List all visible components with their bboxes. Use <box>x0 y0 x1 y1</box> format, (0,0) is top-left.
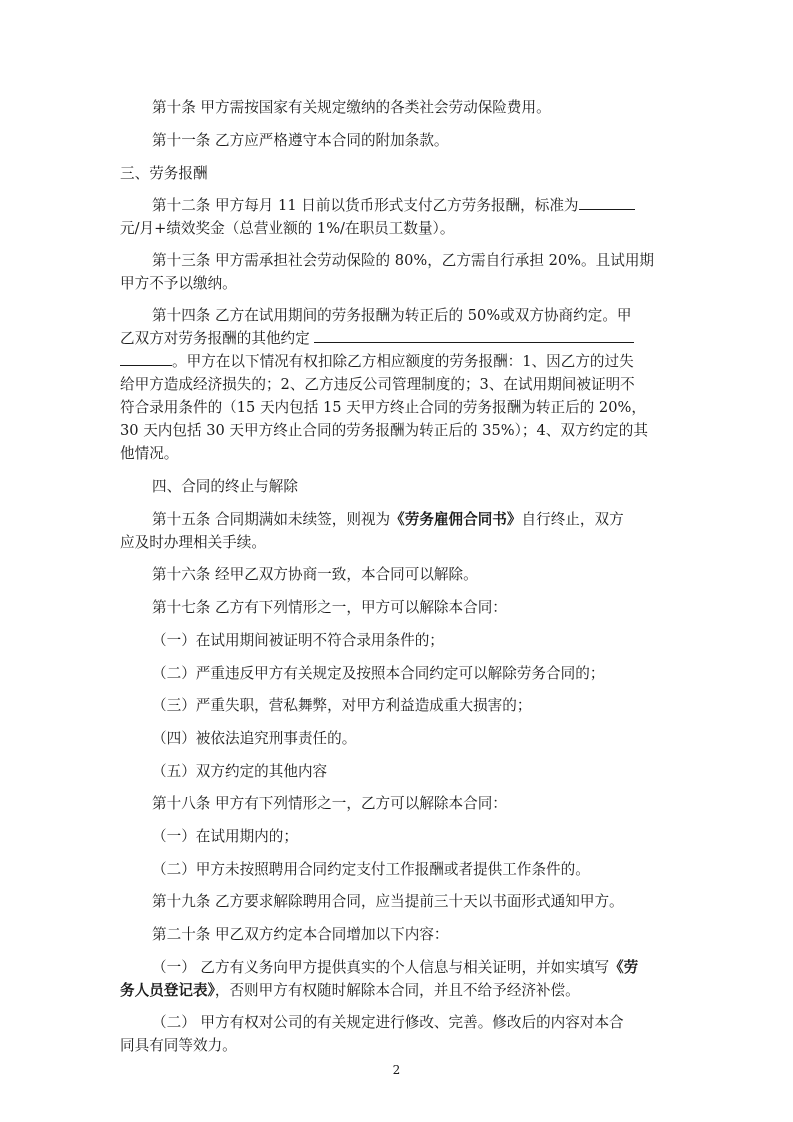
article-13-line-1: 第十三条 甲方需承担社会劳动保险的 80%，乙方需自行承担 20%。且试用期 <box>152 252 655 269</box>
article-14-line-2: 乙双方对劳务报酬的其他约定 <box>120 327 676 350</box>
blank-underline <box>579 195 635 210</box>
article-11: 第十一条 乙方应严格遵守本合同的附加条款。 <box>152 132 449 149</box>
article-18-item-2: （二）甲方未按照聘用合同约定支付工作报酬或者提供工作条件的。 <box>152 861 590 878</box>
article-12-line-1: 第十二条 甲方每月 11 日前以货币形式支付乙方劳务报酬，标准为 <box>152 194 676 217</box>
article-16: 第十六条 经甲乙双方协商一致，本合同可以解除。 <box>152 566 478 583</box>
form-title: 务人员登记表》 <box>120 982 215 999</box>
article-14-line-5: 符合录用条件的（15 天内包括 15 天甲方终止合同的劳务报酬为转正后的 20%， <box>120 399 646 416</box>
page-number: 2 <box>392 1063 401 1077</box>
blank-underline <box>120 351 172 366</box>
article-20-item-1-line-2: 务人员登记表》，否则甲方有权随时解除本合同，并且不给予经济补偿。 <box>120 982 580 999</box>
article-20-item-2-line-2: 同具有同等效力。 <box>120 1037 237 1054</box>
article-17: 第十七条 乙方有下列情形之一，甲方可以解除本合同： <box>152 599 507 616</box>
article-17-item-4: （四）被依法追究刑事责任的。 <box>152 730 357 747</box>
article-17-item-2: （二）严重违反甲方有关规定及按照本合同约定可以解除劳务合同的； <box>152 665 605 682</box>
article-20-item-2-line-1: （二） 甲方有权对公司的有关规定进行修改、完善。修改后的内容对本合 <box>152 1014 624 1031</box>
article-14-line-3: 。甲方在以下情况有权扣除乙方相应额度的劳务报酬：1、因乙方的过失 <box>120 350 676 373</box>
article-10: 第十条 甲方需按国家有关规定缴纳的各类社会劳动保险费用。 <box>152 99 551 116</box>
contract-title: 《劳务雇佣合同书》 <box>390 511 522 528</box>
article-15-line-2: 应及时办理相关手续。 <box>120 534 266 551</box>
section-3-heading: 三、劳务报酬 <box>120 165 208 182</box>
article-14-line-1: 第十四条 乙方在试用期间的劳务报酬为转正后的 50%或双方协商约定。甲 <box>152 307 632 324</box>
article-14-line-4: 给甲方造成经济损失的；2、乙方违反公司管理制度的；3、在试用期间被证明不 <box>120 376 635 393</box>
section-4-heading: 四、合同的终止与解除 <box>152 478 298 495</box>
article-17-item-1: （一）在试用期间被证明不符合录用条件的； <box>152 632 444 649</box>
article-18: 第十八条 甲方有下列情形之一，乙方可以解除本合同： <box>152 795 507 812</box>
article-18-item-1: （一）在试用期内的； <box>152 828 298 845</box>
article-15-line-1: 第十五条 合同期满如未续签，则视为《劳务雇佣合同书》自行终止，双方 <box>152 511 624 528</box>
article-14-line-7: 他情况。 <box>120 445 179 462</box>
article-20: 第二十条 甲乙双方约定本合同增加以下内容： <box>152 926 449 943</box>
article-12-line-2: 元/月+绩效奖金（总营业额的 1%/在职员工数量）。 <box>120 220 455 237</box>
article-17-item-5: （五）双方约定的其他内容 <box>152 763 328 780</box>
article-17-item-3: （三）严重失职，营私舞弊，对甲方利益造成重大损害的； <box>152 697 532 714</box>
article-13-line-2: 甲方不予以缴纳。 <box>120 275 237 292</box>
article-14-line-6: 30 天内包括 30 天甲方终止合同的劳务报酬为转正后的 35%）；4、双方约定的其 <box>120 422 648 439</box>
article-19: 第十九条 乙方要求解除聘用合同，应当提前三十天以书面形式通知甲方。 <box>152 893 624 910</box>
blank-underline <box>314 328 634 343</box>
article-20-item-1-line-1: （一） 乙方有义务向甲方提供真实的个人信息与相关证明，并如实填写《劳 <box>152 959 639 976</box>
